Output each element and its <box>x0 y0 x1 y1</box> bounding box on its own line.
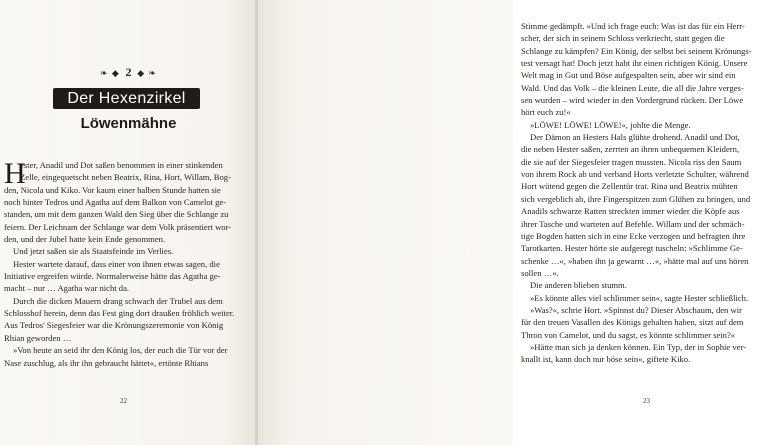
text-line: scher, der sich in seinem Schloss verkriecht, statt gegen die <box>521 33 725 44</box>
book-gutter <box>255 0 258 445</box>
chapter-subtitle: Löwenmähne <box>80 115 177 132</box>
text-line: Tarotkarten. Hester hörte sie aufgeregt tuscheln: »Schlimme Ge- <box>521 243 743 254</box>
text-line: noch hinter Tedros und Agatha auf dem Balkon von Camelot ge- <box>4 197 227 208</box>
text-line: Zelle, eingequetscht neben Beatrix, Rina, Hort, Willam, Bog- <box>20 172 231 183</box>
text-line: macht – nur … Agatha war nicht da. <box>4 283 130 294</box>
text-line: Die anderen blieben stumm. <box>530 280 627 291</box>
text-line: Rhian geworden … <box>4 332 72 343</box>
right-page <box>257 0 752 445</box>
text-line: »Was?«, schrie Hort. »Spinnst du? Dieser Abschaum, den wir <box>530 304 742 315</box>
text-line: feiern. Der Leichnam der Schlange war dem Volk präsentiert wor- <box>4 221 232 232</box>
text-line: sen wurden – wird wieder in den Vordergrund rücken. Der Löwe <box>521 95 744 106</box>
text-line: knallt ist, kann doch nur böse sein«, giftete Kiko. <box>521 354 691 365</box>
text-line: Hester wartete darauf, dass einer von ihnen etwas sagen, die <box>13 258 220 269</box>
chapter-number: 2 <box>125 65 132 79</box>
chapter-title: Der Hexenzirkel <box>67 90 186 107</box>
text-line: Und jetzt saßen sie als Staatsfeinde im Verlies. <box>13 246 174 257</box>
text-line: Welt mag in Gut und Böse aufgespalten sein, aber wir sind ein <box>521 70 736 81</box>
ornament-left-icon: ❧ ◆ <box>100 68 120 78</box>
text-line: tige Bogden hatten sich in eine Ecke verzogen und befragten ihre <box>521 230 746 241</box>
text-line: Wald. Und das Volk – die kleinen Leute, die all die Jahre verges- <box>521 82 744 93</box>
text-line: sich vergeblich ab, ihre Fingerspitzen zum Glühen zu bringen, und <box>521 193 751 204</box>
left-page <box>0 0 257 445</box>
text-line: den, und der Jubel hatte kein Ende genommen. <box>4 234 166 245</box>
left-body-text <box>4 159 252 369</box>
text-line: Stimme gedämpft. »Und ich frage euch: Was ist das für ein Herr- <box>521 21 745 31</box>
text-line: die neben Hester saßen, zerrten an ihren unbequemen Kleidern, <box>521 144 740 155</box>
right-body-text <box>521 20 768 366</box>
text-line: Schlange zu kämpfen? Ein König, der selbst bei seinem Krönungs- <box>521 45 752 56</box>
text-line: standen, um mit dem ganzen Wald den Sieg über die Schlange zu <box>4 209 229 220</box>
text-line: Nase zuschlug, als ihr ihn gebraucht hättet«, ertönte Rhians <box>4 357 209 368</box>
text-line: hört euch zu!« <box>521 107 571 118</box>
text-line: die sie auf der Siegesfeier tragen mussten. Nicola riss den Saum <box>521 156 742 167</box>
text-line: »Von heute an seid ihr den König los, der euch die Tür vor der <box>13 345 228 356</box>
page-number-right: 23 <box>643 397 650 405</box>
text-line: Durch die dicken Mauern drang schwach der Trubel aus dem <box>13 295 223 306</box>
page-number-left: 22 <box>120 397 127 405</box>
text-line: Thron von Camelot, und du sagst, es könnte schlimmer sein?« <box>521 329 736 340</box>
text-line: »Es könnte alles viel schlimmer sein«, sagte Hester schließlich. <box>530 292 749 303</box>
text-line: Aus Tedros' Siegesfeier war die Krönungszeremonie von König <box>4 320 224 331</box>
text-line: sollen …«. <box>521 267 559 278</box>
text-line: ihrer Tasche und warteten auf Befehle. Willam und der schmäch- <box>521 218 745 229</box>
text-line: »LÖWE! LÖWE! LÖWE!«, johlte die Menge. <box>530 119 691 130</box>
text-line: ester, Anadil und Dot saßen benommen in einer stinkenden <box>20 160 223 170</box>
text-line: schenke …«, »haben ihn ja gewarnt …«, »hätte mal auf uns hören <box>521 255 749 266</box>
chapter-number-ornament <box>0 66 257 79</box>
text-line: den, Nicola und Kiko. Vor kaum einer halben Stunde hatten sie <box>4 184 221 195</box>
text-line: Der Dämon an Hesters Hals glühte drohend. Anadil und Dot, <box>530 132 740 143</box>
text-line: Schlosshof herein, denn das Fest ging dort draußen fröhlich weiter. <box>4 308 235 319</box>
text-line: für den treuen Vasallen des Königs gehalten haben, sitzt auf dem <box>521 317 744 328</box>
text-line: Hort wütend gegen die Zellentür trat. Rina und Beatrix mühten <box>521 181 738 192</box>
text-line: von ihrem Rock ab und verband Horts verletzte Schulter, während <box>521 169 749 180</box>
ornament-right-icon: ◆ ❧ <box>137 68 157 78</box>
text-line: Anadils schwarze Ratten streckten immer wieder die Köpfe aus <box>521 206 740 217</box>
drop-cap: H <box>4 157 26 190</box>
chapter-title-banner <box>53 88 200 109</box>
text-line: »Hätte man sich ja denken können. Ein Typ, der in Sophie ver- <box>530 341 747 352</box>
text-line: test versagt hat! Doch jetzt habt ihr einen richtigen König. Unsere <box>521 58 748 69</box>
text-line: Initiative ergreifen würde. Normalerweise hätte das Agatha ge- <box>4 271 221 282</box>
